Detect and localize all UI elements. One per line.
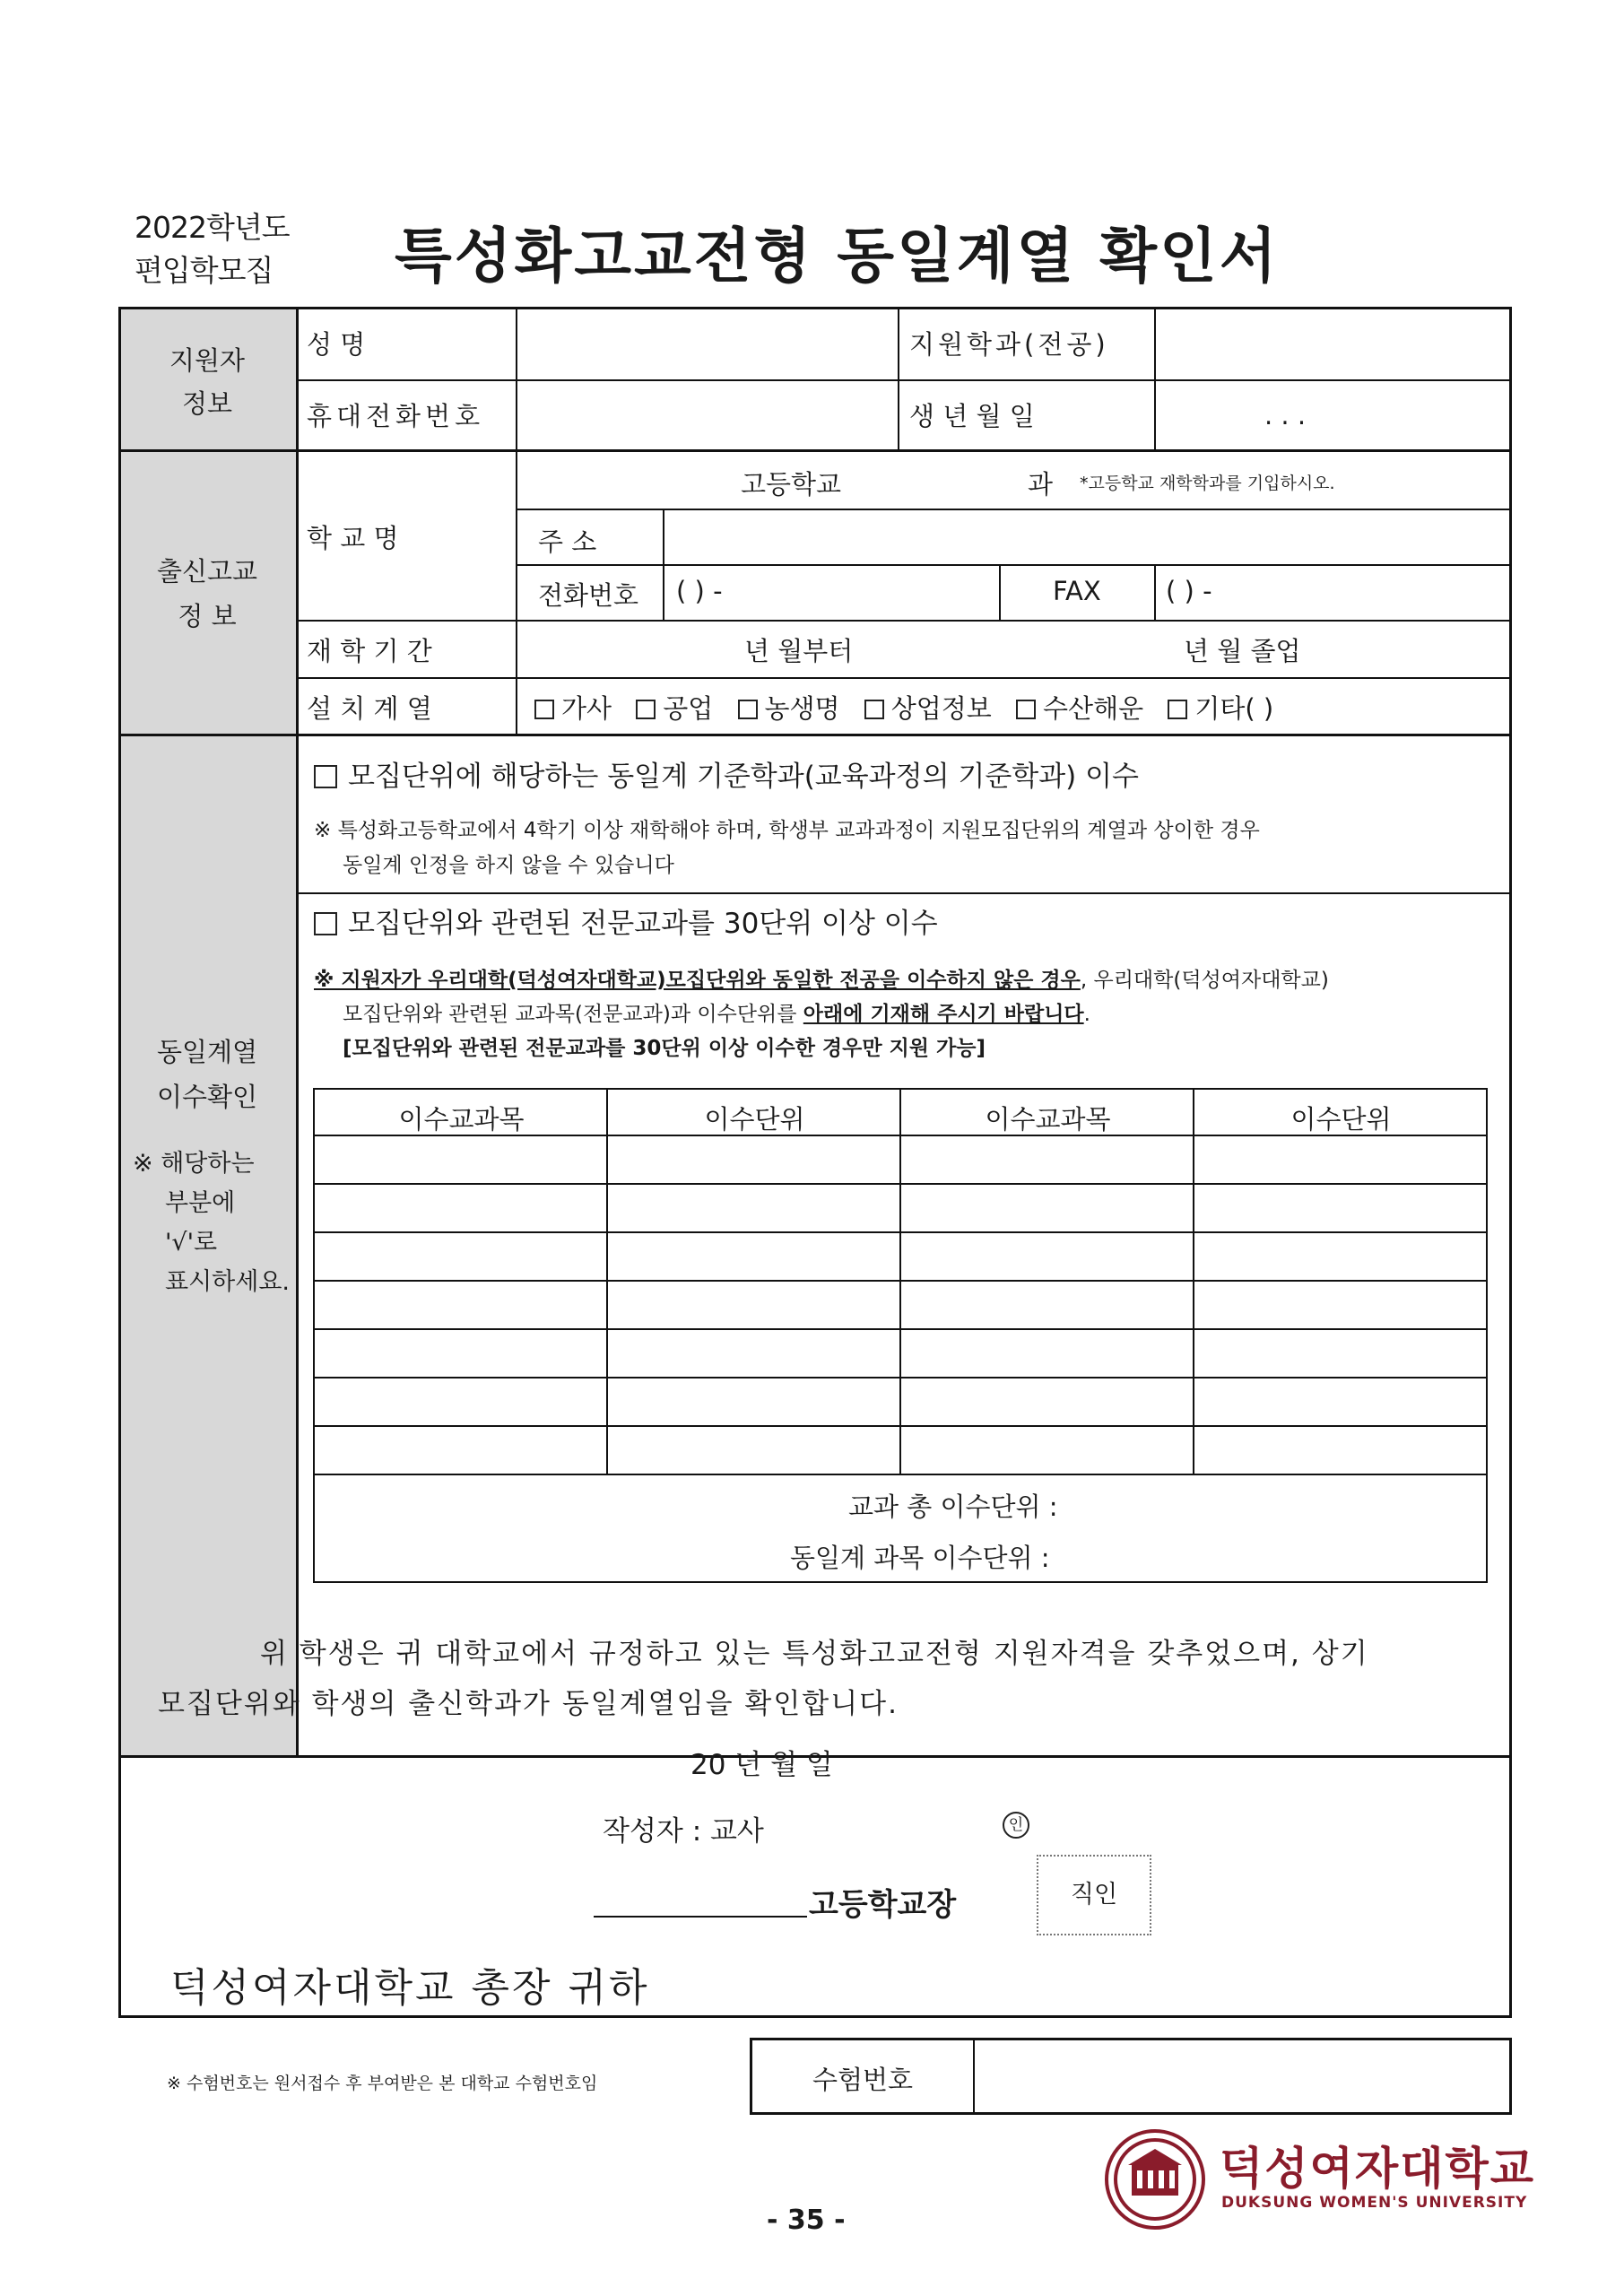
type-checkbox[interactable]: 상업정보: [864, 693, 992, 724]
table-cell[interactable]: [901, 1427, 1194, 1475]
type-options: [534, 689, 1273, 726]
school-name-label: 학 교 명: [307, 523, 399, 553]
confirm-text-1: 위 학생은 귀 대학교에서 규정하고 있는 특성화고교전형 지원자격을 갖추었으며, 상기: [260, 1638, 1369, 1670]
table-cell[interactable]: [1194, 1282, 1486, 1330]
birth-label: 생 년 월 일: [909, 401, 1035, 431]
exam-note: ※ 수험번호는 원서접수 후 부여받은 본 대학교 수험번호임: [167, 2074, 598, 2093]
table-cell[interactable]: [608, 1378, 901, 1427]
school-phone-field[interactable]: ( ) -: [676, 576, 723, 606]
year-line2: 편입학모집: [135, 253, 274, 288]
course-table: [313, 1088, 1488, 1583]
table-cell[interactable]: [315, 1282, 608, 1330]
period-end[interactable]: 년 월 졸업: [1184, 636, 1301, 666]
table-header: 이수교과목: [985, 1104, 1111, 1135]
table-cell[interactable]: [1194, 1136, 1486, 1185]
university-name: 덕성여자대학교: [1220, 2143, 1536, 2195]
name-field[interactable]: [517, 310, 893, 377]
university-emblem-icon: [1092, 2126, 1218, 2233]
option1-checkbox[interactable]: 모집단위에 해당하는 동일계 기준학과(교육과정의 기준학과) 이수: [314, 753, 1139, 794]
official-seal-box[interactable]: 직인: [1037, 1855, 1151, 1935]
table-cell[interactable]: [1194, 1378, 1486, 1427]
table-cell[interactable]: [315, 1427, 608, 1475]
type-checkbox[interactable]: 공업: [636, 693, 713, 724]
table-cell[interactable]: [608, 1427, 901, 1475]
period-label: 재 학 기 간: [307, 636, 432, 666]
course-section-label: 동일계열 이수확인: [156, 1037, 258, 1112]
dept-field[interactable]: [1155, 310, 1507, 377]
table-cell[interactable]: [901, 1185, 1194, 1233]
name-label: 성 명: [307, 329, 366, 360]
addressee: 덕성여자대학교 총장 귀하: [170, 1965, 650, 2011]
table-cell[interactable]: [608, 1136, 901, 1185]
type-label: 설 치 계 열: [307, 693, 432, 724]
option1-note1: ※ 특성화고등학교에서 4학기 이상 재학해야 하며, 학생부 교과과정이 지원모집단위의 계열과 상이한 경우: [314, 819, 1260, 842]
option2-checkbox[interactable]: 모집단위와 관련된 전문교과를 30단위 이상 이수: [314, 900, 938, 941]
table-cell[interactable]: [608, 1233, 901, 1282]
birth-field[interactable]: . . .: [1264, 400, 1307, 430]
address-label: 주 소: [538, 526, 597, 557]
type-checkbox[interactable]: 기타( ): [1168, 693, 1273, 724]
university-english-name: DUKSUNG WOMEN'S UNIVERSITY: [1221, 2194, 1528, 2212]
period-start[interactable]: 년 월부터: [744, 636, 854, 666]
table-cell[interactable]: [315, 1233, 608, 1282]
school-phone-label: 전화번호: [538, 580, 639, 611]
table-header: 이수단위: [1290, 1104, 1392, 1135]
dept-note: *고등학교 재학학과를 기입하시오.: [1080, 474, 1335, 493]
page-title: 특성화고교전형 동일계열 확인서: [395, 222, 1280, 291]
table-cell[interactable]: [315, 1136, 608, 1185]
same-units-label: 동일계 과목 이수단위 :: [790, 1543, 1050, 1573]
option2-note3: [모집단위와 관련된 전문교과를 30단위 이상 이수한 경우만 지원 가능]: [343, 1037, 986, 1060]
table-cell[interactable]: [901, 1378, 1194, 1427]
confirm-text-2: 모집단위와 학생의 출신학과가 동일계열임을 확인합니다.: [158, 1688, 899, 1720]
dept-label: 지원학과(전공): [909, 329, 1109, 360]
table-cell[interactable]: [901, 1330, 1194, 1378]
type-checkbox[interactable]: 수산해운: [1016, 693, 1143, 724]
table-header: 이수단위: [704, 1104, 805, 1135]
table-cell[interactable]: [608, 1330, 901, 1378]
option2-note2: 모집단위와 관련된 교과목(전문교과)과 이수단위를 아래에 기재해 주시기 바랍니다.: [343, 1003, 1090, 1026]
writer-label: 작성자 : 교사: [603, 1815, 764, 1848]
table-cell[interactable]: [1194, 1330, 1486, 1378]
confirm-date[interactable]: 20 년 월 일: [690, 1749, 833, 1781]
year-line1: 2022학년도: [135, 210, 290, 245]
fax-label: FAX: [1053, 576, 1101, 606]
type-checkbox[interactable]: 농생명: [738, 693, 840, 724]
dept-suffix: 과: [1028, 469, 1054, 500]
table-cell[interactable]: [315, 1378, 608, 1427]
phone-field[interactable]: [517, 380, 893, 447]
table-cell[interactable]: [901, 1136, 1194, 1185]
table-cell[interactable]: [608, 1282, 901, 1330]
table-cell[interactable]: [1194, 1185, 1486, 1233]
phone-label: 휴대전화번호: [307, 401, 485, 431]
school-suffix: 고등학교: [741, 469, 842, 500]
exam-number-box: [750, 2038, 1512, 2115]
table-cell[interactable]: [901, 1282, 1194, 1330]
table-cell[interactable]: [608, 1185, 901, 1233]
table-cell[interactable]: [1194, 1427, 1486, 1475]
option1-note2: 동일계 인정을 하지 않을 수 있습니다: [343, 854, 674, 877]
exam-number-label: 수험번호: [812, 2065, 914, 2095]
table-cell[interactable]: [315, 1185, 608, 1233]
table-cell[interactable]: [315, 1330, 608, 1378]
table-header: 이수교과목: [398, 1104, 525, 1135]
page-number: - 35 -: [767, 2205, 846, 2236]
school-section-label: 출신고교 정 보: [156, 556, 258, 631]
principal-label: 고등학교장: [809, 1887, 957, 1923]
school-name-line[interactable]: [594, 1916, 807, 1918]
table-cell[interactable]: [1194, 1233, 1486, 1282]
seal-mark: 인: [1003, 1812, 1029, 1839]
total-units-label: 교과 총 이수단위 :: [848, 1492, 1058, 1522]
address-field[interactable]: [662, 508, 1510, 561]
table-cell[interactable]: [901, 1233, 1194, 1282]
fax-field[interactable]: ( ) -: [1166, 576, 1212, 606]
course-side-note: ※ 해당하는 부분에 '√'로 표시하세요.: [133, 1150, 290, 1296]
option2-note1: ※ 지원자가 우리대학(덕성여자대학교)모집단위와 동일한 전공을 이수하지 않은 경우, 우리대학(덕성여자대학교): [314, 969, 1329, 992]
exam-number-field[interactable]: [977, 2040, 1507, 2112]
type-checkbox[interactable]: 가사: [534, 693, 612, 724]
applicant-section-label: 지원자 정보: [169, 345, 246, 419]
